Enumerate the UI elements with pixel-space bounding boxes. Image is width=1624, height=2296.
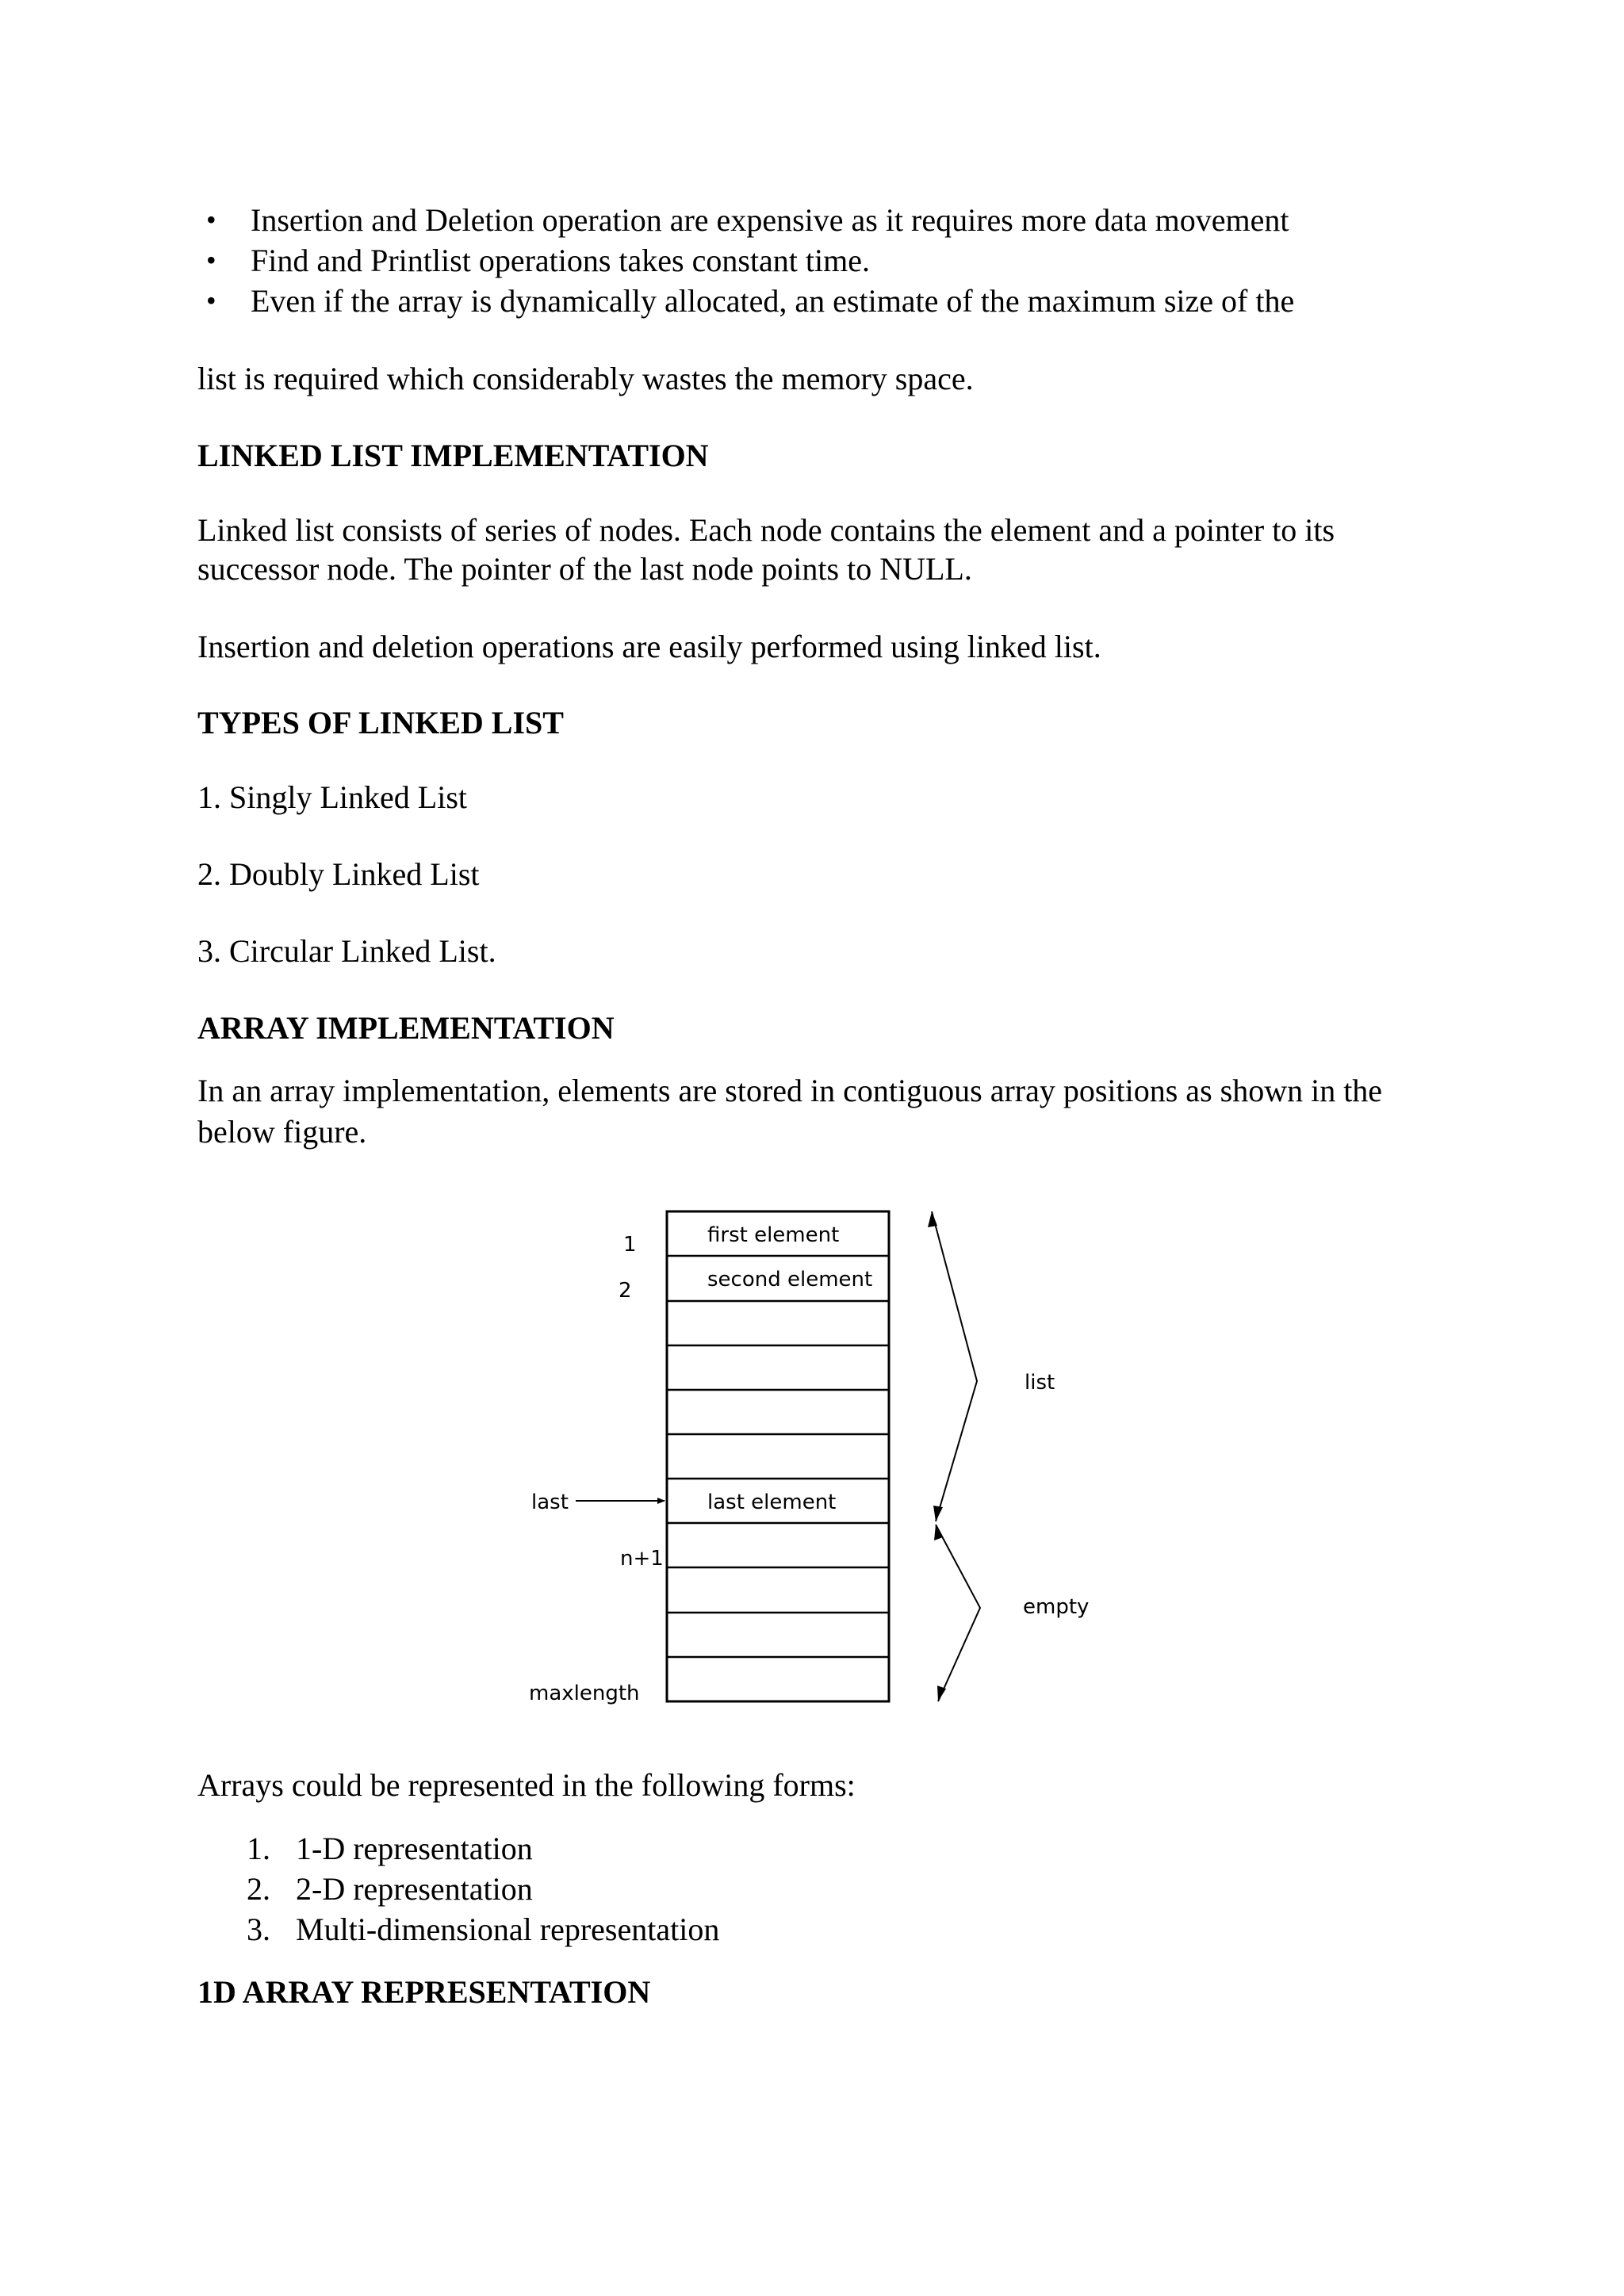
empty-brace — [934, 1525, 980, 1701]
empty-brace-line — [936, 1525, 980, 1701]
bullet-text: Even if the array is dynamically allocated, an estimate of the maximum size of the — [251, 283, 1295, 319]
numbered-item — [247, 1869, 533, 1909]
numbered-item-marker: 1. — [247, 1831, 270, 1866]
paragraph-array-line1: In an array implementation, elements are stored in contiguous array positions as shown in the — [197, 1073, 1383, 1108]
numbered-item-text: Multi-dimensional representation — [296, 1911, 720, 1947]
numbered-item-marker: 2. — [247, 1871, 270, 1907]
paragraph-linked-list-line1: Linked list consists of series of nodes. Each node contains the element and a pointer to its — [197, 512, 1335, 548]
label-empty: empty — [1023, 1595, 1090, 1619]
cell-first-element: first element — [707, 1223, 840, 1247]
bullet-continuation: list is required which considerably wastes the memory space. — [197, 361, 974, 396]
list-brace — [928, 1211, 977, 1521]
paragraph-insertion-deletion: Insertion and deletion operations are easily performed using linked list. — [197, 629, 1101, 664]
numbered-item-text: 1-D representation — [296, 1831, 533, 1866]
numbered-item-marker: 3. — [247, 1911, 270, 1947]
paragraph-array-line2: below figure. — [197, 1114, 367, 1150]
empty-arrowhead-top — [934, 1525, 943, 1540]
label-last: last — [531, 1490, 569, 1514]
bullet-text: Insertion and Deletion operation are expensive as it requires more data movement — [251, 202, 1289, 238]
bullet-marker: • — [206, 204, 216, 235]
list-item-type: 3. Circular Linked List. — [197, 933, 496, 969]
label-maxlength: maxlength — [529, 1682, 640, 1705]
list-brace-line — [932, 1211, 977, 1521]
list-item-type: 2. Doubly Linked List — [197, 856, 480, 892]
bullet-marker: • — [206, 285, 216, 316]
list-arrowhead-top — [928, 1211, 937, 1227]
index-label-2: 2 — [619, 1279, 632, 1303]
heading-array-impl: ARRAY IMPLEMENTATION — [197, 1010, 615, 1046]
cell-second-element: second element — [707, 1268, 873, 1292]
paragraph-linked-list-line2: successor node. The pointer of the last node points to NULL. — [197, 551, 972, 587]
numbered-item — [247, 1828, 533, 1869]
heading-types: TYPES OF LINKED LIST — [197, 705, 564, 740]
heading-1d-array: 1D ARRAY REPRESENTATION — [197, 1974, 651, 2010]
cell-last-element: last element — [707, 1490, 837, 1514]
index-label-1: 1 — [623, 1233, 637, 1257]
label-list: list — [1025, 1371, 1055, 1395]
label-n-plus-1: n+1 — [620, 1547, 664, 1571]
list-arrowhead-bottom — [933, 1506, 943, 1521]
list-item-type: 1. Singly Linked List — [197, 779, 467, 815]
numbered-item-text: 2-D representation — [296, 1871, 533, 1907]
bullet-text: Find and Printlist operations takes constant time. — [251, 243, 871, 278]
heading-linked-list: LINKED LIST IMPLEMENTATION — [197, 438, 709, 473]
paragraph-forms-intro: Arrays could be represented in the following forms: — [197, 1767, 856, 1803]
numbered-item — [247, 1909, 720, 1950]
bullet-marker: • — [206, 244, 216, 276]
